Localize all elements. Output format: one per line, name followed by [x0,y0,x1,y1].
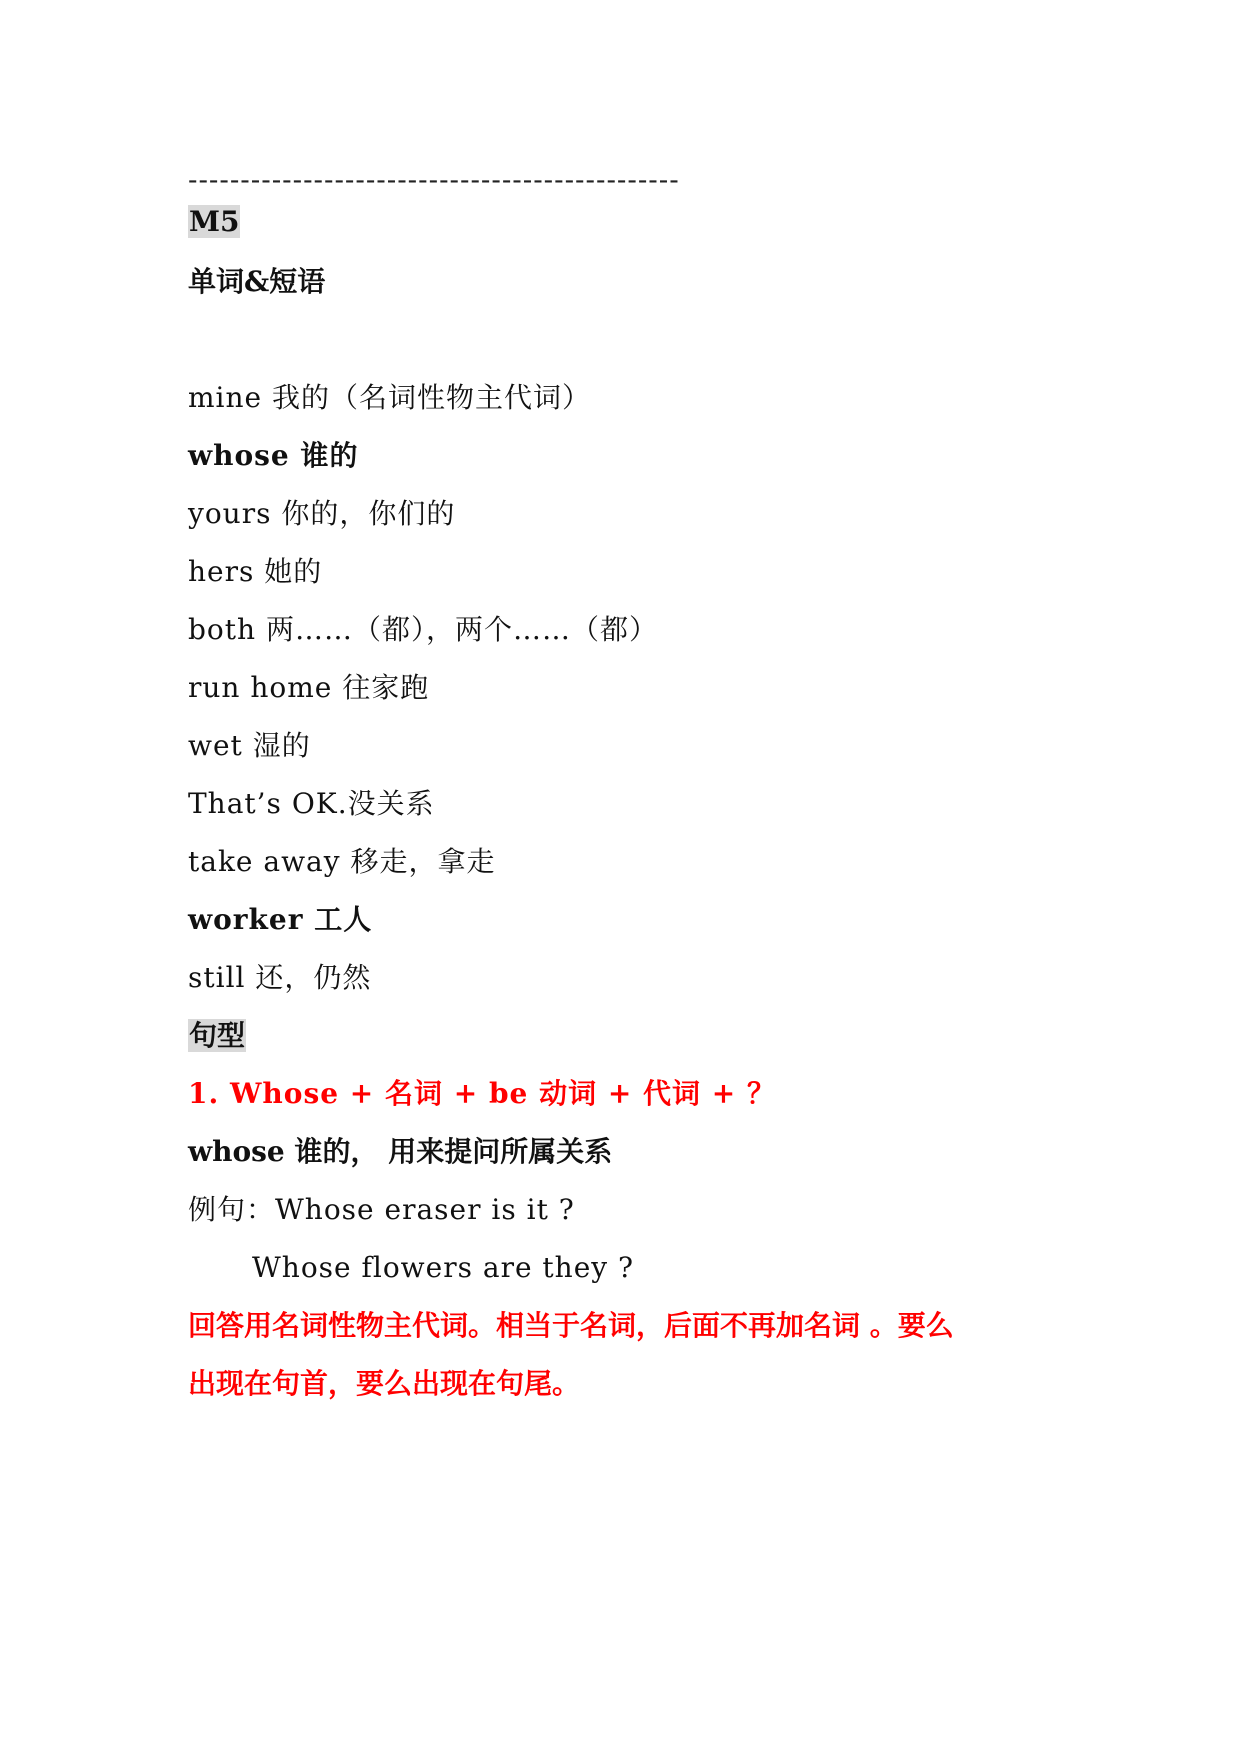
vocab-item: wet 湿的 [188,729,311,762]
vocab-item: hers 她的 [188,555,323,588]
vocab-item: whose 谁的 [188,439,359,472]
vocab-item: mine 我的（名词性物主代词） [188,381,592,414]
answer-note-line-2: 出现在句首，要么出现在句尾。 [188,1367,581,1400]
vocab-item: both 两……（都），两个……（都） [188,613,658,646]
example-sentence-2: Whose flowers are they ? [252,1251,635,1284]
pattern-heading [188,1016,246,1056]
vocab-item: run home 往家跑 [188,671,430,704]
example-sentence-1: Whose eraser is it ? [275,1193,575,1226]
vocab-item: take away 移走，拿走 [188,845,496,878]
example-line-1 [188,1190,575,1230]
vocab-item: That’s OK.没关系 [188,787,435,820]
module-label: M5 [189,205,240,238]
vocab-heading: 单词&短语 [188,265,326,298]
vocab-item: yours 你的，你们的 [188,497,456,530]
pattern-heading-label: 句型 [189,1019,246,1052]
example-label: 例句： [188,1193,276,1226]
module-title [188,202,240,242]
vocab-item: still 还，仍然 [188,961,372,994]
pattern-title: 1. Whose + 名词 + be 动词 + 代词 + ？ [188,1077,777,1110]
answer-note-line-1: 回答用名词性物主代词。相当于名词，后面不再加名词 。要么 [188,1309,954,1342]
pattern-description: whose 谁的， 用来提问所属关系 [188,1135,613,1168]
separator-line: ----------------------------------------------- [188,163,680,196]
vocab-item: worker 工人 [188,903,373,936]
